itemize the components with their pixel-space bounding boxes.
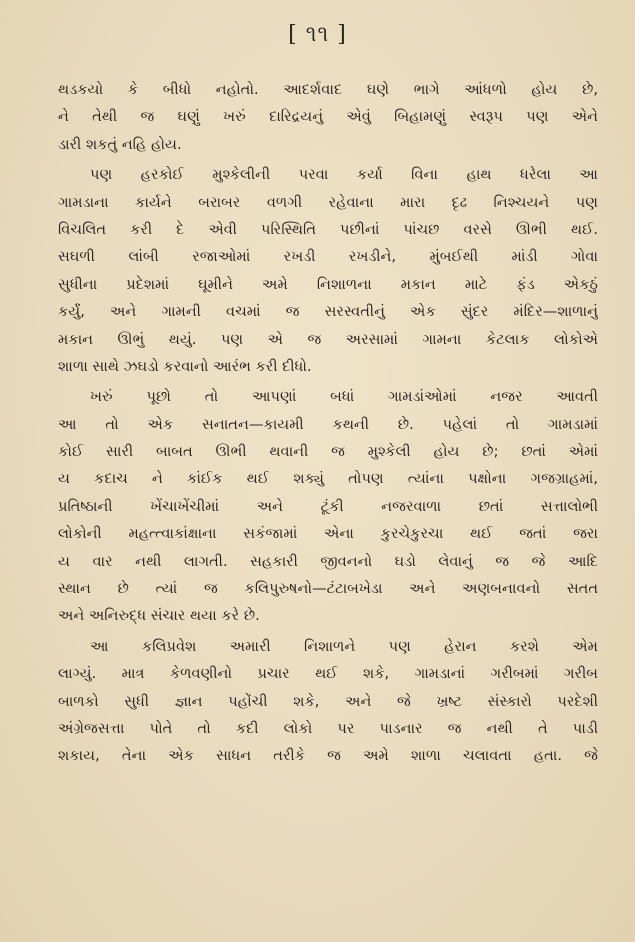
text-line: લાગ્યું. માત્ર કેળવણીનો પ્રચાર થઈ શકે, ગામડાનાં ગરીબમાં ગરીબ <box>58 665 598 683</box>
text-line: સઘળી લાંબી રજાઓમાં રખડી રખડીને, મુંબઈથી માંડી ગોવા <box>58 248 598 266</box>
text-line: અને અનિરુદ્ધ સંચાર થયા કરે છે. <box>58 607 260 625</box>
text-line: કર્યું, અને ગામની વચમાં જ સરસ્વતીનું એક સુંદર મંદિર—શાળાનું <box>58 303 598 321</box>
text-line: ય કદાચ ને કાંઈક થઈ શક્યું તોપણ ત્યાંના પક્ષોના ગજગ્રાહમાં, <box>58 470 598 488</box>
text-line: ને તેથી જ ઘણું ખરું દારિદ્રયનું એવું બિહામણું સ્વરૂપ પણ એને <box>58 108 598 126</box>
text-line: લોકોની મહત્ત્વાકાંક્ષાના સકંજામાં એના કુરચેકુરચા થઈ જતાં જરા <box>58 525 598 543</box>
text-line: અંગ્રેજસત્તા પોતે તો કદી લોકો પર પાડનાર જ નથી તે પાડી <box>58 719 598 737</box>
text-line: આ કલિપ્રવેશ અમારી નિશાળને પણ હેરાન કરશે એમ <box>90 637 598 655</box>
paragraph-1 <box>58 76 598 158</box>
paragraph-4 <box>58 633 598 770</box>
text-line: ડારી શકતું નહિ હોય. <box>58 135 182 153</box>
text-line: શાળા સાથે ઝઘડો કરવાનો આરંભ કરી દીધો. <box>58 357 312 375</box>
paragraph-3 <box>58 383 598 630</box>
text-line: શકાય, તેના એક સાધન તરીકે જ અમે શાળા ચલાવતા હતા. જે <box>58 747 598 765</box>
text-line: ગામડાના કાર્યને બરાબર વળગી રહેવાના મારા દૃઢ નિશ્ચયને પણ <box>58 193 598 211</box>
text-line: મકાન ઊભું થયું. પણ એ જ અરસામાં ગામના કેટલાક લોકોએ <box>58 330 598 348</box>
text-line: સુધીના પ્રદેશમાં ઘૂમીને અમે નિશાળના મકાન માટે ફંડ એકઠું <box>58 275 598 293</box>
text-line: ખરું પૂછો તો આપણાં બધાં ગામડાંઓમાં નજર આવતી <box>90 388 598 406</box>
text-line: બાળકો સુધી જ્ઞાન પહોંચી શકે, અને જે ખ્રષ્ટ સંસ્કારો પરદેશી <box>58 692 598 710</box>
text-line: વિચલિત કરી દે એવી પરિસ્થિતિ પછીનાં પાંચછ વરસે ઊભી થઈ. <box>58 220 598 238</box>
page-number: [ ૧૧ ] <box>288 22 347 47</box>
text-line: થડકયો કે બીધો નહોતો. આદર્શવાદ ઘણે ભાગે આંધળો હોય છે, <box>58 81 598 98</box>
paragraph-2 <box>58 161 598 380</box>
text-line: પ્રતિષ્ઠાની ખેંચાખેંચીમાં અને ટૂંકી નજરવાળા છતાં સત્તાલોભી <box>58 497 598 515</box>
body-text <box>58 76 598 770</box>
text-line: કોઈ સારી બાબત ઊભી થવાની જ મુશ્કેલી હોય છે; છતાં એમાં <box>58 443 598 461</box>
text-line: સ્થાન છે ત્યાં જ કલિપુરુષનો—ટંટાબખેડા અને અણબનાવનો સતત <box>58 580 598 598</box>
text-line: ય વાર નથી લાગતી. સહકારી જીવનનો ઘડો લેવાનું જ જે આદિ <box>58 552 598 570</box>
text-line: આ તો એક સનાતન—કાયમી કથની છે. પહેલાં તો ગામડામાં <box>58 415 598 433</box>
text-line: પણ હરકોઈ મુશ્કેલીની પરવા કર્યા વિના હાથ ધરેલા આ <box>90 166 598 184</box>
